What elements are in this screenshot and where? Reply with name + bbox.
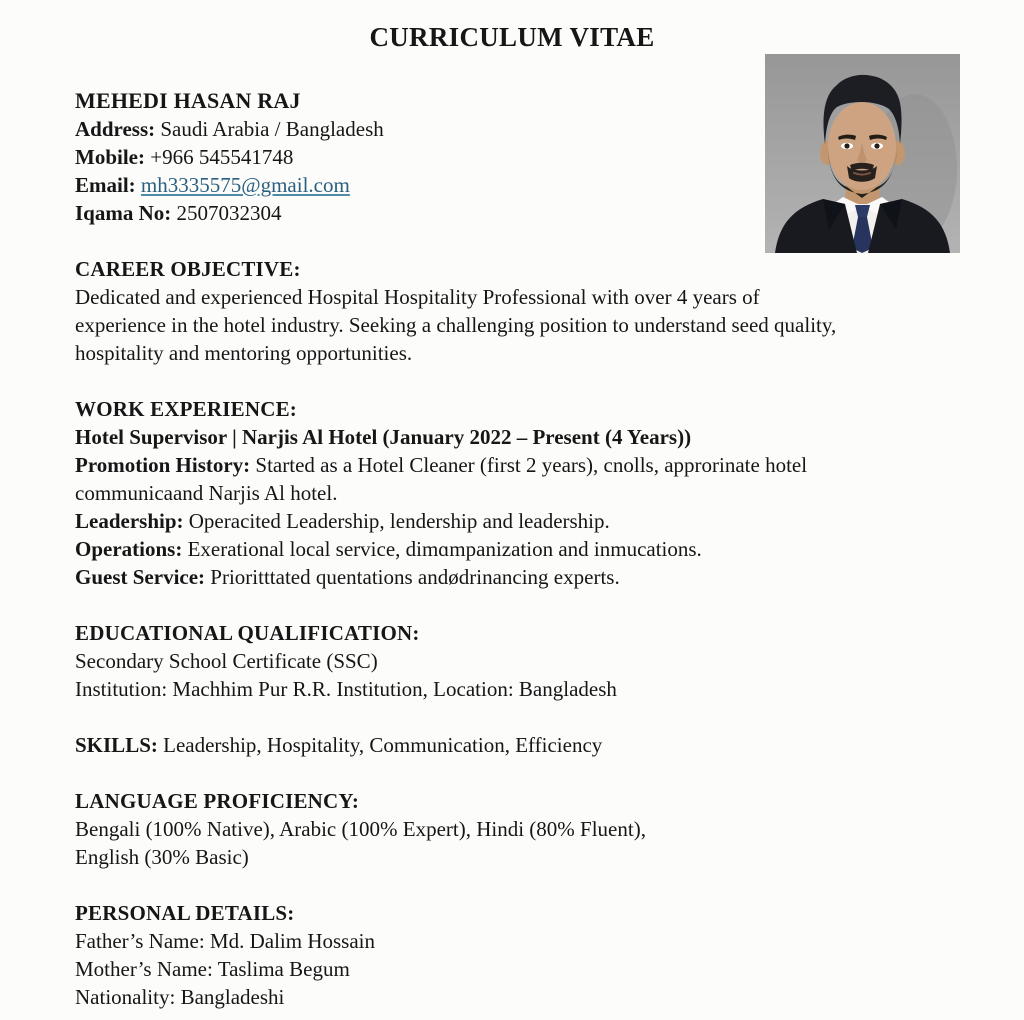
promotion-history-text: Started as a Hotel Cleaner (first 2 years), cnolls, approrinate hotel <box>250 453 808 477</box>
guest-service-text: Prioritttated quentations andødrinancing experts. <box>205 565 620 589</box>
address-label: Address: <box>75 117 156 141</box>
mother-name-line: Mother’s Name: Taslima Begum <box>75 957 350 981</box>
career-objective-heading: CAREER OBJECTIVE: <box>75 257 301 281</box>
section-personal-details <box>75 899 984 1011</box>
promotion-history-continuation: communicaand Narjis Al hotel. <box>75 481 338 505</box>
education-degree-line: Secondary School Certificate (SSC) <box>75 649 378 673</box>
section-career-objective <box>75 255 984 367</box>
languages-text-line: Bengali (100% Native), Arabic (100% Expert), Hindi (80% Fluent), <box>75 817 646 841</box>
profile-photo-image <box>765 54 960 253</box>
email-link[interactable]: mh3335575@gmail.com <box>140 173 350 197</box>
leadership-label: Leadership: <box>75 509 184 533</box>
career-objective-text-line: experience in the hotel industry. Seeking a challenging position to understand seed quality, <box>75 313 837 337</box>
personal-details-heading: PERSONAL DETAILS: <box>75 901 295 925</box>
iqama-label: Iqama No: <box>75 201 172 225</box>
section-education <box>75 619 984 703</box>
career-objective-text-line: hospitality and mentoring opportunities. <box>75 341 413 365</box>
guest-service-line <box>75 563 984 591</box>
nationality-line: Nationality: Bangladeshi <box>75 985 285 1009</box>
mobile-value: +966 545541748 <box>144 145 294 169</box>
languages-heading: LANGUAGE PROFICIENCY: <box>75 789 360 813</box>
operations-label: Operations: <box>75 537 183 561</box>
education-institution-line: Institution: Machhim Pur R.R. Institution, Location: Bangladesh <box>75 677 617 701</box>
email-label: Email: <box>75 173 136 197</box>
operations-text: Exerational local service, dimɑmpanization and inmucations. <box>182 537 702 561</box>
promotion-history-line <box>75 451 984 479</box>
leadership-text: Operacited Leadership, lendership and leadership. <box>183 509 610 533</box>
promotion-history-label: Promotion History: <box>75 453 251 477</box>
career-objective-text-line: Dedicated and experienced Hospital Hospitality Professional with over 4 years of <box>75 285 760 309</box>
operations-line <box>75 535 984 563</box>
section-skills <box>75 731 984 759</box>
work-experience-heading: WORK EXPERIENCE: <box>75 397 297 421</box>
section-work-experience <box>75 395 984 591</box>
profile-photo <box>765 54 960 253</box>
mobile-label: Mobile: <box>75 145 145 169</box>
skills-label: SKILLS: <box>75 733 158 757</box>
skills-text: Leadership, Hospitality, Communication, Efficiency <box>157 733 603 757</box>
father-name-line: Father’s Name: Md. Dalim Hossain <box>75 929 375 953</box>
skills-line <box>75 731 984 759</box>
iqama-value: 2507032304 <box>171 201 282 225</box>
job-title-line: Hotel Supervisor | Narjis Al Hotel (January 2022 – Present (4 Years)) <box>75 425 692 449</box>
address-value: Saudi Arabia / Bangladesh <box>155 117 384 141</box>
section-languages <box>75 787 984 871</box>
education-heading: EDUCATIONAL QUALIFICATION: <box>75 621 420 645</box>
person-name: MEHEDI HASAN RAJ <box>75 88 301 113</box>
languages-text-line: English (30% Basic) <box>75 845 249 869</box>
document-title: CURRICULUM VITAE <box>369 22 655 52</box>
leadership-line <box>75 507 984 535</box>
guest-service-label: Guest Service: <box>75 565 206 589</box>
